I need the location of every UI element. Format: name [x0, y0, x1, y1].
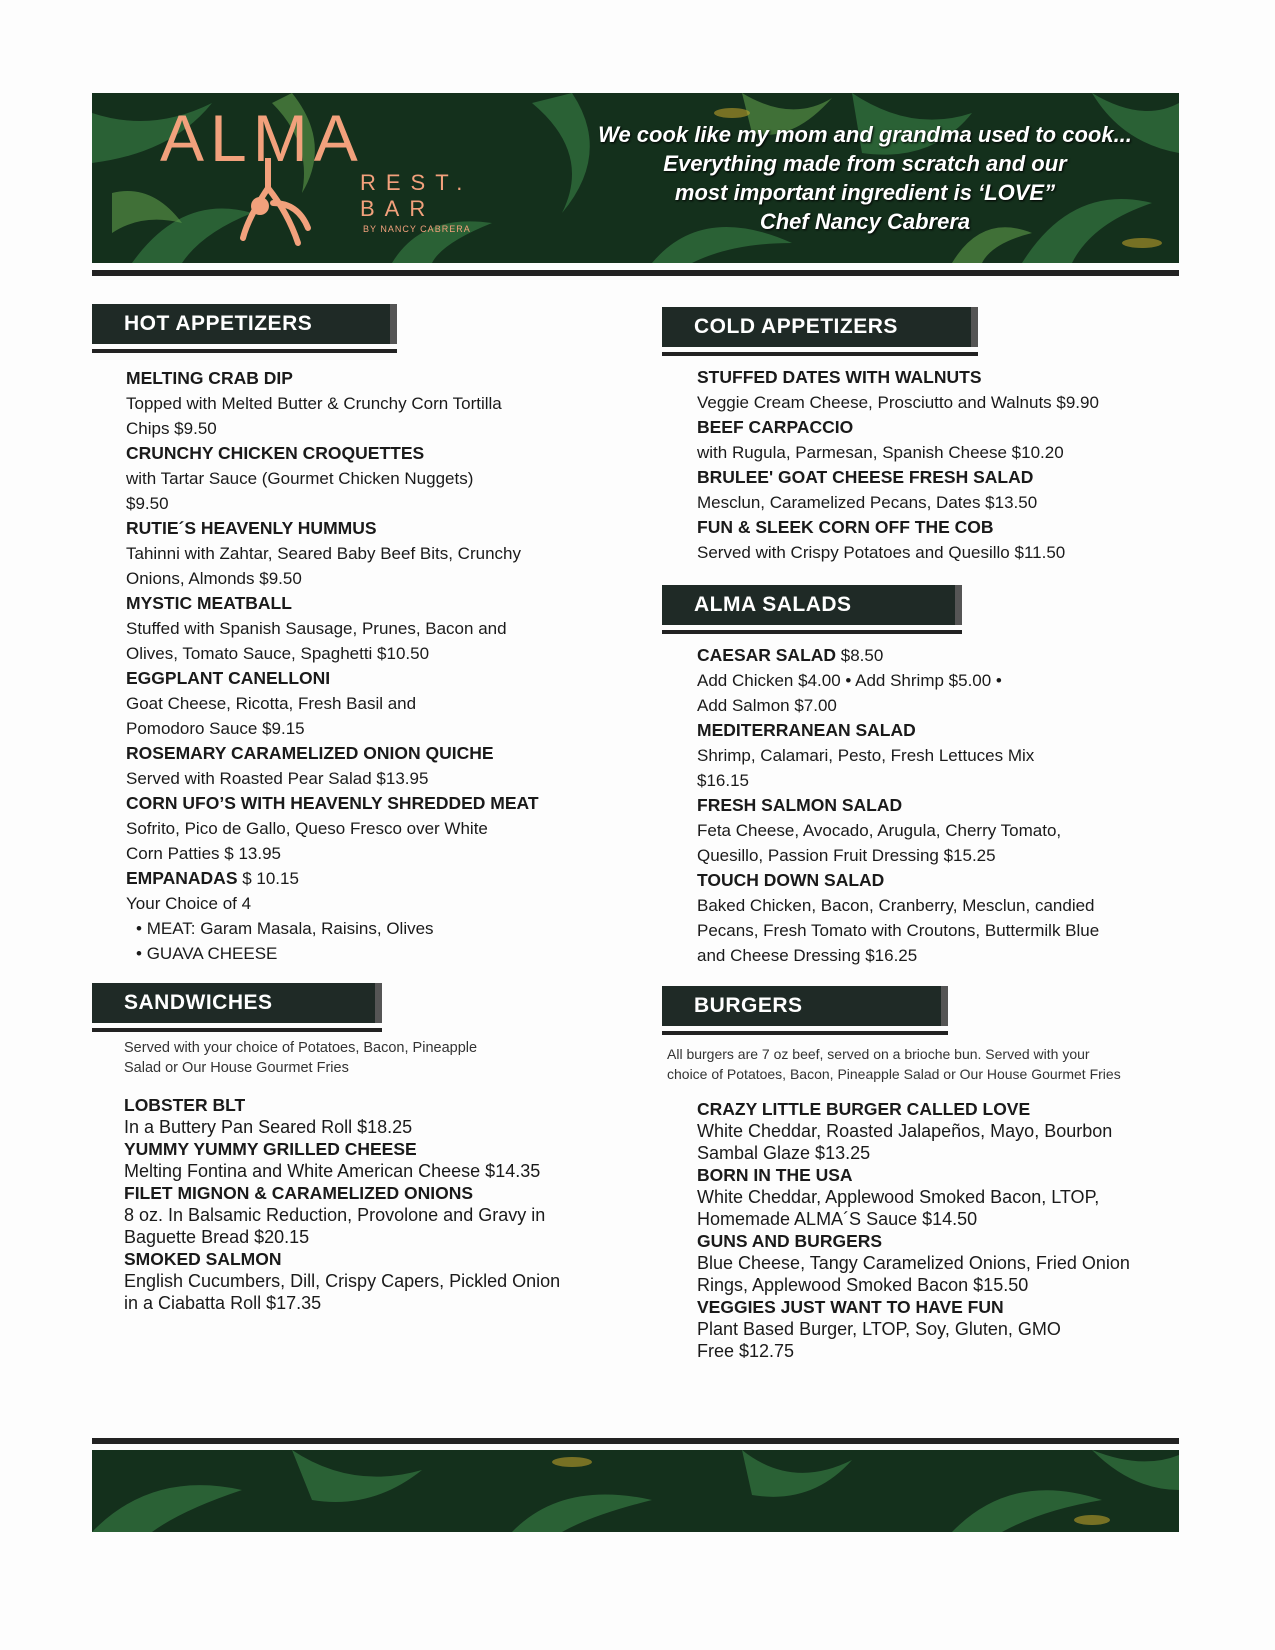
chef-quote — [560, 120, 1170, 236]
menu-item — [126, 591, 576, 666]
item-name: GUNS AND BURGERS — [697, 1231, 883, 1251]
menu-item — [697, 415, 1177, 465]
item-desc: Shrimp, Calamari, Pesto, Fresh Lettuces Mix — [697, 746, 1035, 765]
item-name: FILET MIGNON & CARAMELIZED ONIONS — [124, 1183, 474, 1203]
item-name: EGGPLANT CANELLONI — [126, 668, 331, 688]
menu-item — [697, 1230, 1177, 1296]
item-desc: with Tartar Sauce (Gourmet Chicken Nuggets) — [126, 469, 474, 488]
item-desc: Homemade ALMA´S Sauce $14.50 — [697, 1209, 978, 1229]
item-desc: Your Choice of 4 — [126, 894, 252, 913]
menu-item — [124, 1138, 594, 1182]
item-name: CRAZY LITTLE BURGER CALLED LOVE — [697, 1099, 1031, 1119]
section-title-cold-appetizers: COLD APPETIZERS — [662, 307, 978, 347]
item-name: CORN UFO’S WITH HEAVENLY SHREDDED MEAT — [126, 793, 539, 813]
item-name: YUMMY YUMMY GRILLED CHEESE — [124, 1139, 417, 1159]
item-price: $8.50 — [836, 646, 884, 665]
note-line: Served with your choice of Potatoes, Bacon, Pineapple — [124, 1040, 478, 1056]
burgers-note — [667, 1044, 1177, 1084]
alma-salads-list — [697, 643, 1177, 968]
item-desc: Mesclun, Caramelized Pecans, Dates $13.50 — [697, 493, 1038, 512]
item-name: ROSEMARY CARAMELIZED ONION QUICHE — [126, 743, 494, 763]
menu-item — [697, 365, 1177, 415]
cold-appetizers-list — [697, 365, 1177, 565]
menu-item — [697, 868, 1177, 968]
sandwiches-list — [124, 1038, 594, 1314]
item-desc: and Cheese Dressing $16.25 — [697, 946, 918, 965]
menu-item — [126, 516, 576, 591]
footer-banner — [92, 1450, 1179, 1532]
item-desc: in a Ciabatta Roll $17.35 — [124, 1293, 322, 1313]
logo-word: ALMA — [160, 101, 364, 175]
item-desc: Chips $9.50 — [126, 419, 217, 438]
item-name: MEDITERRANEAN SALAD — [697, 720, 916, 740]
alma-logo — [160, 100, 500, 240]
item-name: SMOKED SALMON — [124, 1249, 282, 1269]
item-desc: Baguette Bread $20.15 — [124, 1227, 310, 1247]
jungle-leaves-footer — [92, 1450, 1179, 1532]
menu-item — [697, 1296, 1177, 1362]
quote-line-2: Everything made from scratch and our — [663, 151, 1067, 176]
section-title-burgers: BURGERS — [662, 986, 948, 1026]
item-desc: White Cheddar, Applewood Smoked Bacon, LTOP, — [697, 1187, 1100, 1207]
menu-item — [697, 793, 1177, 868]
item-desc: Corn Patties $ 13.95 — [126, 844, 281, 863]
note-line: Salad or Our House Gourmet Fries — [124, 1060, 349, 1076]
menu-item — [124, 1248, 594, 1314]
item-name: EMPANADAS — [126, 868, 238, 888]
monkey-icon — [238, 158, 328, 248]
menu-item — [697, 718, 1177, 793]
empanada-option: • MEAT: Garam Masala, Raisins, Olives — [126, 916, 576, 941]
item-desc: Sambal Glaze $13.25 — [697, 1143, 871, 1163]
menu-item-empanadas — [126, 866, 576, 966]
item-desc: Pomodoro Sauce $9.15 — [126, 719, 305, 738]
item-name: FRESH SALMON SALAD — [697, 795, 903, 815]
item-name: BORN IN THE USA — [697, 1165, 853, 1185]
footer-divider — [92, 1438, 1179, 1444]
item-desc: $9.50 — [126, 494, 169, 513]
menu-item — [126, 791, 576, 866]
item-desc: with Rugula, Parmesan, Spanish Cheese $10.20 — [697, 443, 1064, 462]
menu-item — [126, 366, 576, 441]
item-desc: Tahinni with Zahtar, Seared Baby Beef Bits, Crunchy — [126, 544, 521, 563]
item-desc: Veggie Cream Cheese, Prosciutto and Walnuts $9.90 — [697, 393, 1099, 412]
menu-item — [124, 1094, 594, 1138]
item-desc: Rings, Applewood Smoked Bacon $15.50 — [697, 1275, 1029, 1295]
menu-item — [697, 1164, 1177, 1230]
menu-item — [124, 1182, 594, 1248]
menu-item — [126, 441, 576, 516]
logo-by-line: BY NANCY CABRERA — [363, 224, 471, 234]
item-name: BRULEE' GOAT CHEESE FRESH SALAD — [697, 467, 1034, 487]
item-desc: Blue Cheese, Tangy Caramelized Onions, Fried Onion — [697, 1253, 1130, 1273]
quote-line-4: Chef Nancy Cabrera — [759, 209, 971, 234]
item-name: FUN & SLEEK CORN OFF THE COB — [697, 517, 994, 537]
item-desc: Feta Cheese, Avocado, Arugula, Cherry Tomato, — [697, 821, 1062, 840]
item-desc: Free $12.75 — [697, 1341, 795, 1361]
item-name: BEEF CARPACCIO — [697, 417, 854, 437]
item-desc: Olives, Tomato Sauce, Spaghetti $10.50 — [126, 644, 430, 663]
menu-item — [697, 515, 1177, 565]
menu-item-caesar — [697, 643, 1177, 718]
item-desc: English Cucumbers, Dill, Crispy Capers, Pickled Onion — [124, 1271, 561, 1291]
menu-item — [697, 465, 1177, 515]
item-name: LOBSTER BLT — [124, 1095, 246, 1115]
hot-appetizers-list — [126, 366, 576, 966]
item-desc: Served with Roasted Pear Salad $13.95 — [126, 769, 429, 788]
item-desc: Sofrito, Pico de Gallo, Queso Fresco over White — [126, 819, 488, 838]
item-desc: Stuffed with Spanish Sausage, Prunes, Bacon and — [126, 619, 507, 638]
item-desc: In a Buttery Pan Seared Roll $18.25 — [124, 1117, 413, 1137]
logo-rest: REST. — [360, 170, 473, 195]
item-desc: Plant Based Burger, LTOP, Soy, Gluten, GMO — [697, 1319, 1061, 1339]
item-name: VEGGIES JUST WANT TO HAVE FUN — [697, 1297, 1004, 1317]
item-name: CRUNCHY CHICKEN CROQUETTES — [126, 443, 425, 463]
item-name: MYSTIC MEATBALL — [126, 593, 292, 613]
item-desc: Add Salmon $7.00 — [697, 696, 837, 715]
menu-item — [126, 741, 576, 791]
header-divider — [92, 270, 1179, 276]
section-title-alma-salads: ALMA SALADS — [662, 585, 962, 625]
quote-line-3: most important ingredient is ‘LOVE” — [674, 180, 1056, 205]
item-price: $ 10.15 — [237, 869, 299, 888]
item-desc: Onions, Almonds $9.50 — [126, 569, 302, 588]
item-desc: Melting Fontina and White American Cheese $14.35 — [124, 1161, 541, 1181]
menu-item — [126, 666, 576, 741]
section-title-sandwiches: SANDWICHES — [92, 983, 382, 1023]
sandwiches-note — [124, 1038, 594, 1078]
burgers-list — [667, 1044, 1177, 1362]
logo-bar: BAR — [360, 196, 436, 221]
item-desc: Quesillo, Passion Fruit Dressing $15.25 — [697, 846, 996, 865]
item-desc: Served with Crispy Potatoes and Quesillo $11.50 — [697, 543, 1066, 562]
menu-item — [697, 1098, 1177, 1164]
item-desc: Pecans, Fresh Tomato with Croutons, Buttermilk Blue — [697, 921, 1100, 940]
item-name: STUFFED DATES WITH WALNUTS — [697, 367, 982, 387]
item-desc: 8 oz. In Balsamic Reduction, Provolone and Gravy in — [124, 1205, 546, 1225]
empanada-option: • GUAVA CHEESE — [126, 941, 576, 966]
item-desc: White Cheddar, Roasted Jalapeños, Mayo, Bourbon — [697, 1121, 1113, 1141]
item-name: RUTIE´S HEAVENLY HUMMUS — [126, 518, 377, 538]
item-name: MELTING CRAB DIP — [126, 368, 293, 388]
note-line: choice of Potatoes, Bacon, Pineapple Salad or Our House Gourmet Fries — [667, 1066, 1121, 1082]
section-title-hot-appetizers: HOT APPETIZERS — [92, 304, 397, 344]
quote-line-1: We cook like my mom and grandma used to cook... — [598, 122, 1132, 147]
item-desc: Topped with Melted Butter & Crunchy Corn Tortilla — [126, 394, 502, 413]
item-desc: $16.15 — [697, 771, 749, 790]
item-name: CAESAR SALAD — [697, 645, 837, 665]
note-line: All burgers are 7 oz beef, served on a brioche bun. Served with your — [667, 1046, 1090, 1062]
item-desc: Add Chicken $4.00 • Add Shrimp $5.00 • — [697, 671, 1002, 690]
item-desc: Baked Chicken, Bacon, Cranberry, Mesclun, candied — [697, 896, 1095, 915]
item-name: TOUCH DOWN SALAD — [697, 870, 885, 890]
item-desc: Goat Cheese, Ricotta, Fresh Basil and — [126, 694, 417, 713]
